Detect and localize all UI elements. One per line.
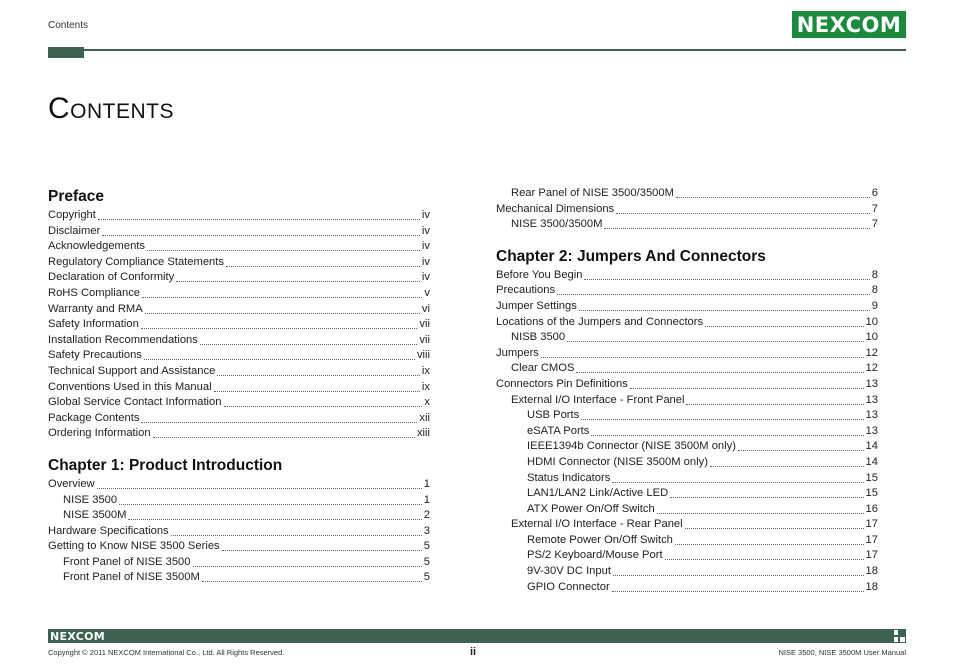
dot-leader xyxy=(710,455,864,467)
toc-entry[interactable] xyxy=(48,570,430,586)
dot-leader xyxy=(612,580,864,592)
toc-entry-page: 5 xyxy=(423,571,430,584)
header-accent-block xyxy=(48,47,84,58)
toc-entry-title: External I/O Interface - Rear Panel xyxy=(511,518,683,531)
toc-entry[interactable] xyxy=(496,517,878,533)
dot-leader xyxy=(202,570,422,582)
toc-entry[interactable] xyxy=(496,377,878,393)
toc-entry[interactable] xyxy=(48,270,430,286)
toc-entry-page: 10 xyxy=(865,315,878,328)
toc-entry-title: Regulatory Compliance Statements xyxy=(48,255,224,268)
dot-leader xyxy=(686,393,863,405)
toc-entry-title: GPIO Connector xyxy=(527,580,610,593)
toc-entry[interactable] xyxy=(496,217,878,233)
toc-entry-title: IEEE1394b Connector (NISE 3500M only) xyxy=(527,440,736,453)
toc-entry-title: Copyright xyxy=(48,209,96,221)
toc-entry[interactable] xyxy=(496,486,878,502)
toc-entry-page: 5 xyxy=(423,540,430,553)
toc-entry[interactable] xyxy=(496,564,878,580)
toc-entry-page: iv xyxy=(421,255,430,268)
toc-entry-page: 7 xyxy=(871,218,878,231)
toc-entry[interactable] xyxy=(496,455,878,471)
dot-leader xyxy=(102,224,420,236)
toc-entry[interactable] xyxy=(48,508,430,524)
toc-entry-page: 14 xyxy=(865,440,878,453)
toc-entry-page: 17 xyxy=(865,533,878,546)
toc-entry-page: vii xyxy=(419,333,430,346)
toc-entry[interactable] xyxy=(496,408,878,424)
toc-entry-page: xiii xyxy=(416,427,430,440)
toc-entry-title: LAN1/LAN2 Link/Active LED xyxy=(527,487,669,500)
dot-leader xyxy=(176,270,420,282)
toc-entry-title: Connectors Pin Definitions xyxy=(496,377,628,390)
dot-leader xyxy=(145,302,420,314)
dot-leader xyxy=(222,539,422,551)
toc-entry-page: 6 xyxy=(871,187,878,199)
section-heading: Chapter 2: Jumpers And Connectors xyxy=(496,247,766,265)
toc-entry-page: 17 xyxy=(865,549,878,562)
toc-entry-title: External I/O Interface - Front Panel xyxy=(511,393,685,406)
dot-leader xyxy=(147,239,420,251)
dot-leader xyxy=(685,517,864,529)
page-title: Contents xyxy=(48,92,174,125)
toc-entry[interactable] xyxy=(48,539,430,555)
toc-entry-title: Getting to Know NISE 3500 Series xyxy=(48,540,220,553)
toc-entry[interactable] xyxy=(496,424,878,440)
footer-page-number: ii xyxy=(470,646,477,658)
toc-entry[interactable] xyxy=(48,493,430,509)
footer-logo: NEXCOM xyxy=(50,630,105,643)
dot-leader xyxy=(142,286,422,298)
dot-leader xyxy=(657,502,864,514)
toc-entry-page: iv xyxy=(421,209,430,221)
toc-right-column xyxy=(496,186,878,595)
toc-entry-title: Jumper Settings xyxy=(496,299,577,312)
dot-leader xyxy=(193,555,422,567)
toc-entry-title: Status Indicators xyxy=(527,471,611,484)
toc-entry[interactable] xyxy=(48,333,430,349)
toc-entry-title: Ordering Information xyxy=(48,427,151,440)
dot-leader xyxy=(604,217,869,229)
toc-entry-page: 16 xyxy=(865,502,878,515)
dot-leader xyxy=(738,439,864,451)
toc-entry[interactable] xyxy=(48,380,430,396)
toc-entry-title: Remote Power On/Off Switch xyxy=(527,533,673,546)
toc-entry[interactable] xyxy=(48,208,430,224)
toc-entry[interactable] xyxy=(48,395,430,411)
dot-leader xyxy=(584,268,869,280)
dot-leader xyxy=(144,348,415,360)
toc-entry-page: vi xyxy=(421,302,430,315)
toc-entry-page: 17 xyxy=(865,518,878,531)
dot-leader xyxy=(557,283,870,295)
toc-entry-page: vii xyxy=(419,318,430,331)
toc-entry-title: Package Contents xyxy=(48,411,140,424)
toc-left-column xyxy=(48,186,430,586)
toc-entry-title: Precautions xyxy=(496,284,556,297)
dot-leader xyxy=(579,299,870,311)
toc-entry-title: Installation Recommendations xyxy=(48,333,198,346)
toc-entry-title: NISE 3500/3500M xyxy=(511,218,603,231)
toc-entry-page: 7 xyxy=(871,202,878,215)
toc-entry-page: 1 xyxy=(423,477,430,490)
toc-entry[interactable] xyxy=(48,302,430,318)
toc-entry[interactable] xyxy=(48,348,430,364)
toc-entry-page: 13 xyxy=(865,409,878,422)
toc-entry[interactable] xyxy=(496,471,878,487)
toc-entry[interactable] xyxy=(496,330,878,346)
toc-entry-title: 9V-30V DC Input xyxy=(527,565,611,578)
toc-entry[interactable] xyxy=(48,286,430,302)
toc-entry[interactable] xyxy=(496,533,878,549)
dot-leader xyxy=(616,202,870,214)
toc-entry-page: 8 xyxy=(871,284,878,297)
toc-entry[interactable] xyxy=(48,255,430,271)
toc-entry[interactable] xyxy=(496,186,878,202)
toc-entry-page: 5 xyxy=(423,555,430,568)
toc-entry-title: NISE 3500 xyxy=(63,493,118,506)
dot-leader xyxy=(128,508,421,520)
toc-entry-page: iv xyxy=(421,271,430,284)
toc-entry-title: Locations of the Jumpers and Connectors xyxy=(496,315,704,328)
toc-entry[interactable] xyxy=(48,555,430,571)
toc-entry-page: ix xyxy=(421,364,430,377)
dot-leader xyxy=(670,486,863,498)
dot-leader xyxy=(665,548,864,560)
toc-entry-title: Front Panel of NISE 3500 xyxy=(63,555,191,568)
toc-entry-title: Overview xyxy=(48,477,95,490)
dot-leader xyxy=(630,377,864,389)
toc-entry-title: eSATA Ports xyxy=(527,424,590,437)
dot-leader xyxy=(98,208,420,220)
toc-entry[interactable] xyxy=(496,202,878,218)
toc-entry-page: 8 xyxy=(871,268,878,281)
dot-leader xyxy=(200,333,418,345)
toc-entry[interactable] xyxy=(48,411,430,427)
toc-entry[interactable] xyxy=(496,315,878,331)
toc-entry-title: USB Ports xyxy=(527,409,580,422)
toc-entry[interactable] xyxy=(496,580,878,596)
header-rule xyxy=(84,49,906,51)
toc-entry-page: xii xyxy=(419,411,430,424)
dot-leader xyxy=(576,361,863,373)
toc-entry-page: x xyxy=(424,396,430,409)
toc-entry-title: Hardware Specifications xyxy=(48,524,169,537)
toc-entry-page: 13 xyxy=(865,393,878,406)
toc-entry[interactable] xyxy=(496,283,878,299)
footer-manual-name: NISE 3500, NISE 3500M User Manual xyxy=(778,648,906,657)
toc-entry-title: RoHS Compliance xyxy=(48,286,141,299)
section-heading: Chapter 1: Product Introduction xyxy=(48,456,283,474)
toc-entry-title: Conventions Used in this Manual xyxy=(48,380,212,393)
toc-entry[interactable] xyxy=(48,317,430,333)
toc-entry-title: Safety Information xyxy=(48,318,139,331)
toc-entry-title: Disclaimer xyxy=(48,224,101,237)
toc-entry-page: iv xyxy=(421,240,430,253)
toc-entry-title: Rear Panel of NISE 3500/3500M xyxy=(511,187,674,199)
dot-leader xyxy=(612,471,863,483)
toc-entry[interactable] xyxy=(48,224,430,240)
toc-entry[interactable] xyxy=(496,439,878,455)
toc-entry-page: 2 xyxy=(423,509,430,522)
toc-entry-title: HDMI Connector (NISE 3500M only) xyxy=(527,455,708,468)
dot-leader xyxy=(171,524,422,536)
toc-entry-title: Declaration of Conformity xyxy=(48,271,175,284)
toc-entry-page: 10 xyxy=(865,331,878,344)
dot-leader xyxy=(705,315,863,327)
dot-leader xyxy=(613,564,864,576)
footer-bar xyxy=(48,629,906,643)
dot-leader xyxy=(153,426,415,438)
dot-leader xyxy=(226,255,420,267)
toc-entry-page: ix xyxy=(421,380,430,393)
toc-entry-title: Mechanical Dimensions xyxy=(496,202,615,215)
toc-entry-page: 18 xyxy=(865,580,878,593)
toc-entry-title: Global Service Contact Information xyxy=(48,396,222,409)
toc-entry[interactable] xyxy=(48,239,430,255)
toc-entry-page: 12 xyxy=(865,346,878,359)
toc-entry-title: NISB 3500 xyxy=(511,331,566,344)
toc-entry-title: Warranty and RMA xyxy=(48,302,143,315)
toc-entry-page: 15 xyxy=(865,487,878,500)
dot-leader xyxy=(119,493,422,505)
toc-entry-page: 13 xyxy=(865,377,878,390)
footer-copyright: Copyright © 2011 NEXCOM International Co., Ltd. All Rights Reserved. xyxy=(48,648,285,657)
dot-leader xyxy=(217,364,420,376)
toc-entry-title: Before You Begin xyxy=(496,268,583,281)
dot-leader xyxy=(591,424,863,436)
toc-entry-title: ATX Power On/Off Switch xyxy=(527,502,655,515)
toc-entry-page: 9 xyxy=(871,299,878,312)
toc-entry-title: Clear CMOS xyxy=(511,362,575,375)
toc-entry[interactable] xyxy=(496,299,878,315)
dot-leader xyxy=(141,317,418,329)
toc-entry[interactable] xyxy=(48,524,430,540)
toc-entry-title: NISE 3500M xyxy=(63,509,127,522)
toc-entry-page: 13 xyxy=(865,424,878,437)
toc-entry-title: Safety Precautions xyxy=(48,349,142,362)
toc-entry-page: v xyxy=(424,286,430,299)
toc-entry-page: 18 xyxy=(865,565,878,578)
toc-entry-title: Acknowledgements xyxy=(48,240,146,253)
header-label: Contents xyxy=(48,20,89,31)
toc-entry-title: PS/2 Keyboard/Mouse Port xyxy=(527,549,663,562)
footer-squares-icon xyxy=(892,629,906,643)
dot-leader xyxy=(214,380,420,392)
section-heading: Preface xyxy=(48,188,105,205)
toc-entry-page: 3 xyxy=(423,524,430,537)
dot-leader xyxy=(581,408,863,420)
dot-leader xyxy=(97,477,422,489)
toc-entry[interactable] xyxy=(496,548,878,564)
toc-entry[interactable] xyxy=(48,426,430,442)
toc-entry[interactable] xyxy=(496,393,878,409)
toc-entry[interactable] xyxy=(48,477,430,493)
dot-leader xyxy=(567,330,863,342)
toc-entry[interactable] xyxy=(48,364,430,380)
toc-entry[interactable] xyxy=(496,502,878,518)
dot-leader xyxy=(676,186,870,198)
toc-entry-page: 15 xyxy=(865,471,878,484)
toc-entry[interactable] xyxy=(496,346,878,362)
dot-leader xyxy=(141,411,417,423)
toc-entry-page: 14 xyxy=(865,455,878,468)
toc-entry-page: iv xyxy=(421,224,430,237)
toc-entry-page: viii xyxy=(416,349,430,362)
dot-leader xyxy=(224,395,423,407)
toc-entry[interactable] xyxy=(496,361,878,377)
toc-entry-page: 1 xyxy=(423,493,430,506)
toc-entry-title: Technical Support and Assistance xyxy=(48,364,216,377)
toc-entry[interactable] xyxy=(496,268,878,284)
toc-entry-title: Front Panel of NISE 3500M xyxy=(63,571,200,584)
dot-leader xyxy=(541,346,864,358)
toc-entry-page: 12 xyxy=(865,362,878,375)
nexcom-logo: NEXCOM xyxy=(792,11,906,38)
dot-leader xyxy=(675,533,864,545)
toc-entry-title: Jumpers xyxy=(496,346,539,359)
